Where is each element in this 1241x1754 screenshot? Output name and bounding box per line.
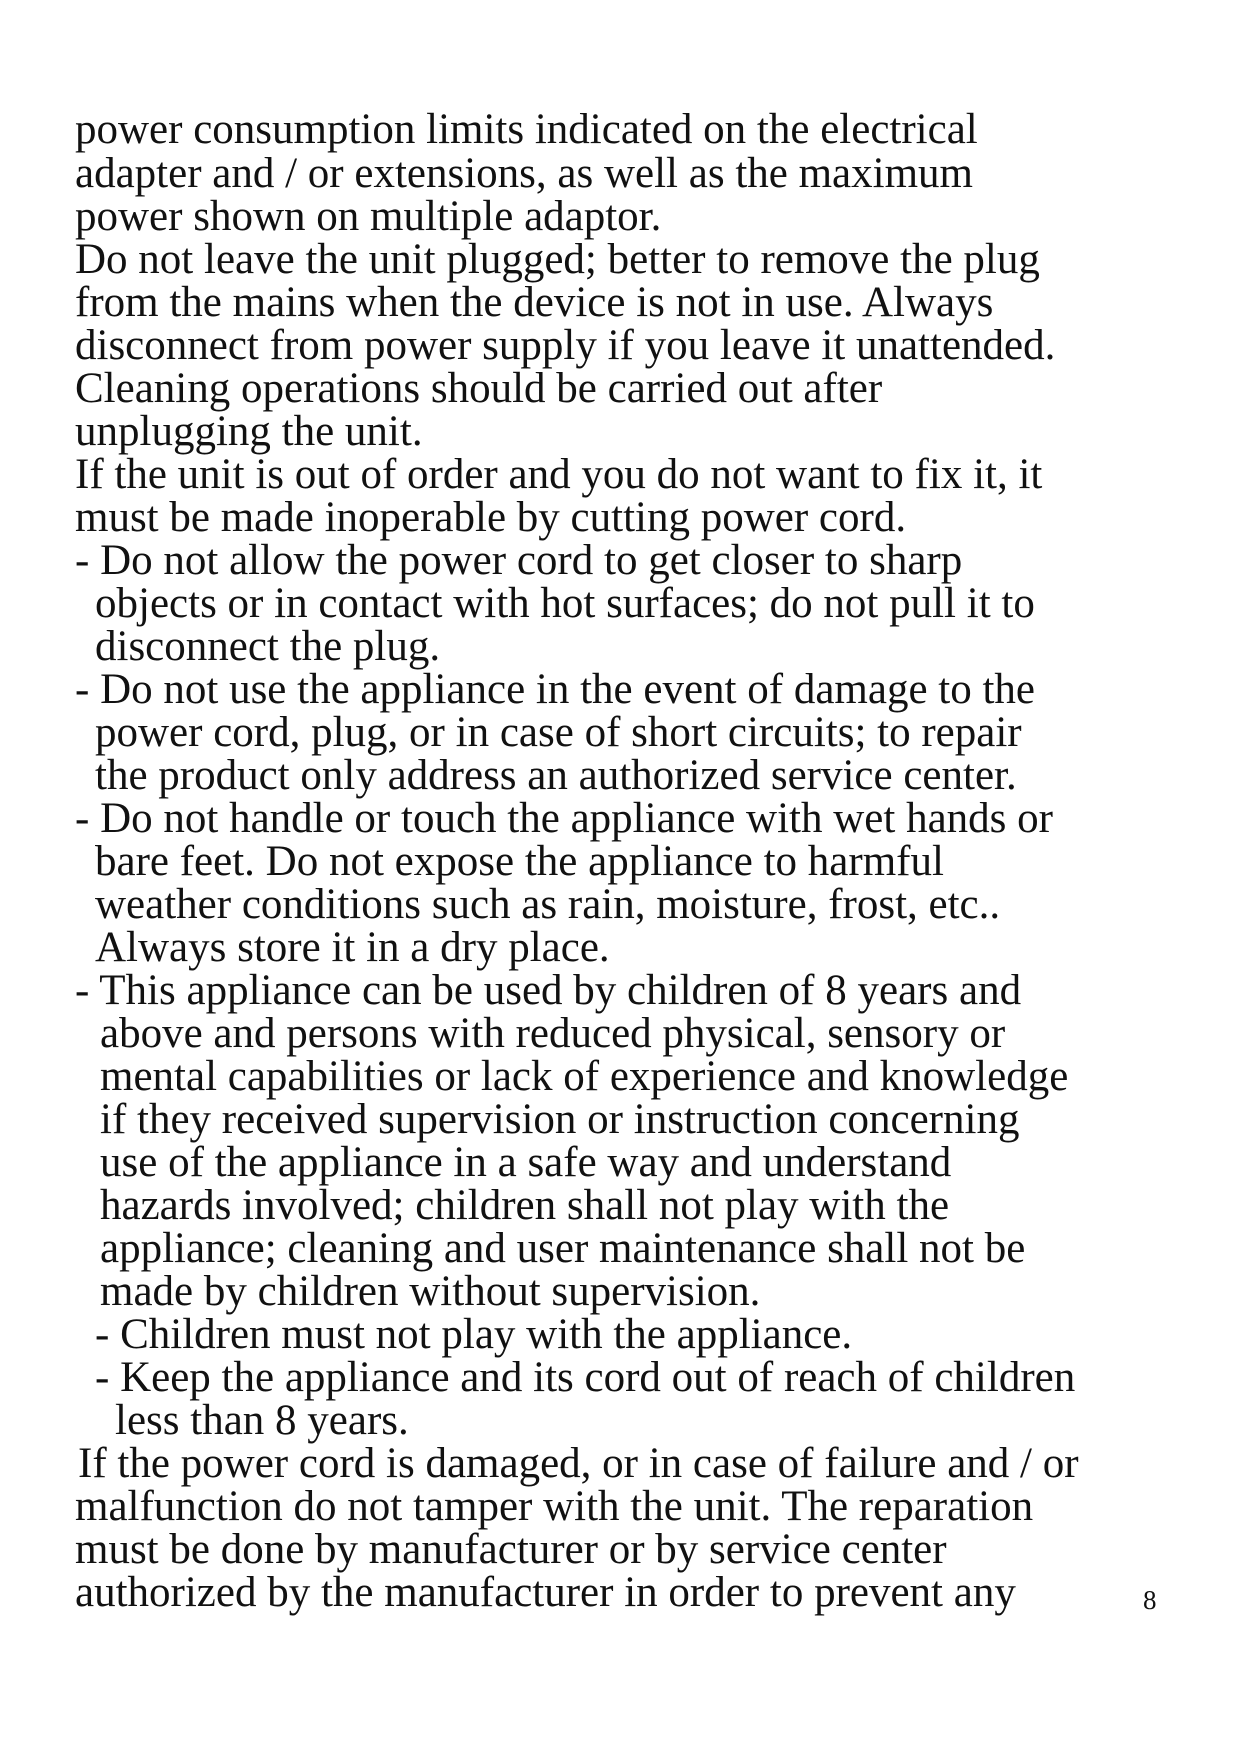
list-item-line: appliance; cleaning and user maintenance shall not be [100, 1225, 1026, 1272]
text-line: power consumption limits indicated on the electrical [75, 106, 978, 153]
text-line: If the power cord is damaged, or in case of failure and / or [78, 1440, 1079, 1487]
list-item-line: Always store it in a dry place. [95, 924, 610, 971]
text-line: must be made inoperable by cutting power cord. [75, 494, 907, 541]
text-line: must be done by manufacturer or by service center [75, 1526, 947, 1573]
list-item-line: use of the appliance in a safe way and understand [100, 1139, 952, 1186]
list-item-line: - Do not allow the power cord to get closer to sharp [75, 537, 963, 584]
list-item-line: objects or in contact with hot surfaces; do not pull it to [95, 580, 1035, 627]
list-item-line: - Do not use the appliance in the event of damage to the [75, 666, 1036, 713]
text-line: from the mains when the device is not in use. Always [75, 279, 994, 326]
list-item-line: weather conditions such as rain, moisture, frost, etc.. [95, 881, 1001, 928]
text-line: Cleaning operations should be carried out after [75, 365, 883, 412]
list-item-line: if they received supervision or instruction concerning [100, 1096, 1020, 1143]
text-line: adapter and / or extensions, as well as the maximum [75, 150, 973, 197]
list-item-line: bare feet. Do not expose the appliance to harmful [95, 838, 944, 885]
sub-list-item-line: - Children must not play with the appliance. [95, 1311, 853, 1358]
list-item-line: above and persons with reduced physical, sensory or [100, 1010, 1006, 1057]
text-line: disconnect from power supply if you leave it unattended. [75, 322, 1056, 369]
sub-list-item-line: less than 8 years. [115, 1397, 409, 1444]
text-line: Do not leave the unit plugged; better to remove the plug [75, 236, 1040, 283]
list-item-line: disconnect the plug. [95, 623, 441, 670]
text-line: malfunction do not tamper with the unit. The reparation [75, 1483, 1034, 1530]
text-line: authorized by the manufacturer in order to prevent any [75, 1569, 1016, 1616]
text-line: power shown on multiple adaptor. [75, 193, 662, 240]
list-item-line: the product only address an authorized service center. [95, 752, 1017, 799]
sub-list-item-line: - Keep the appliance and its cord out of reach of children [95, 1354, 1076, 1401]
text-line: If the unit is out of order and you do not want to fix it, it [75, 451, 1043, 498]
list-item-line: - Do not handle or touch the appliance with wet hands or [75, 795, 1053, 842]
text-line: unplugging the unit. [75, 408, 423, 455]
list-item-line: - This appliance can be used by children of 8 years and [75, 967, 1022, 1014]
page-number: 8 [1143, 1585, 1157, 1615]
list-item-line: hazards involved; children shall not play with the [100, 1182, 950, 1229]
list-item-line: made by children without supervision. [100, 1268, 761, 1315]
list-item-line: mental capabilities or lack of experience and knowledge [100, 1053, 1069, 1100]
list-item-line: power cord, plug, or in case of short circuits; to repair [95, 709, 1022, 756]
